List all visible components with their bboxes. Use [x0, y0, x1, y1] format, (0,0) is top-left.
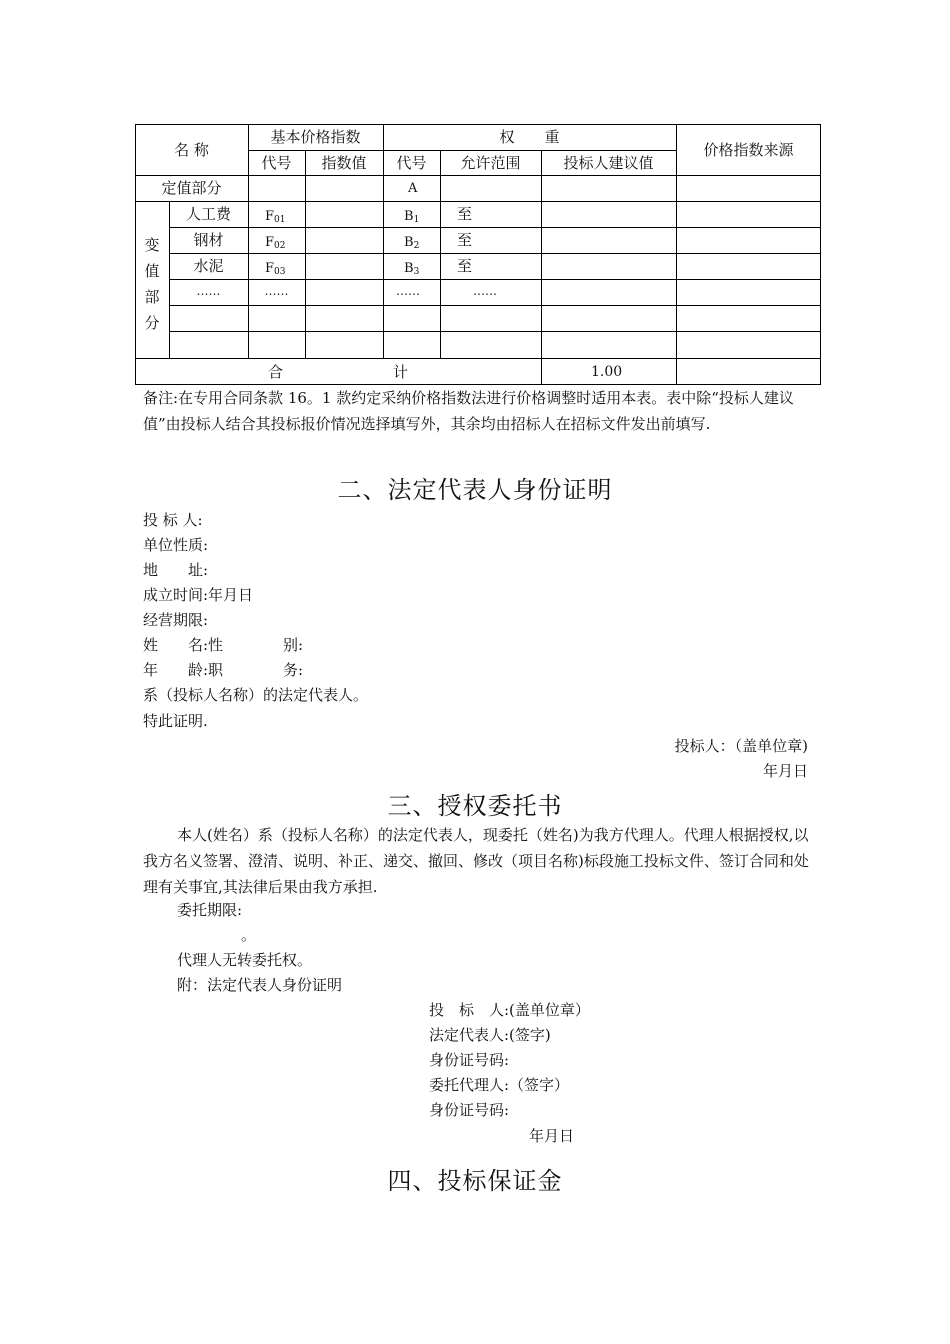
header-name: 名 称	[174, 141, 209, 159]
row-name: 水泥	[193, 257, 224, 275]
table-note: 备注:在专用合同条款 16。1 款约定采纳价格指数法进行价格调整时适用本表。表中除“投标人建议值”由投标人结合其投标报价情况选择填写外，其余均由招标人在招标文件发出前填写.	[143, 389, 794, 433]
header-bidder-suggested: 投标人建议值	[563, 154, 654, 172]
row-weight-code: $B_3$	[404, 261, 420, 277]
field-name-gender: 姓 名:性 别:	[143, 636, 304, 654]
statement-certify: 特此证明.	[143, 712, 208, 730]
variable-part-label: 变 值 部 分	[144, 236, 160, 332]
field-age-position: 年 龄:职 务:	[143, 661, 304, 679]
fixed-weight-code: A	[408, 181, 418, 196]
attachment-note: 附：法定代表人身份证明	[177, 976, 343, 994]
total-label-1: 合	[268, 363, 284, 381]
field-bidder: 投 标 人:	[143, 511, 203, 529]
fixed-part-label: 定值部分	[161, 179, 222, 197]
field-operating-term: 经营期限:	[143, 611, 209, 629]
header-allowed-range: 允许范围	[460, 154, 521, 172]
row-name: 钢材	[193, 231, 224, 249]
row-code: $F_{01}$	[265, 209, 286, 225]
row-weight-code: ……	[396, 284, 420, 298]
section2-date: 年月日	[762, 762, 808, 780]
row-range: 至	[457, 231, 473, 249]
header-weight-code: 代号	[396, 154, 427, 172]
sign-legal-rep: 法定代表人:(签字)	[429, 1026, 551, 1044]
sign-agent: 委托代理人:（签字）	[429, 1076, 570, 1094]
no-sub-delegation: 代理人无转委托权。	[177, 951, 313, 969]
field-founded: 成立时间:年月日	[143, 586, 254, 604]
field-unit-nature: 单位性质:	[143, 536, 209, 554]
row-weight-code: $B_2$	[404, 235, 420, 251]
header-source: 价格指数来源	[703, 141, 794, 159]
row-range: 至	[457, 257, 473, 275]
row-code: $F_{03}$	[265, 261, 286, 277]
row-name: 人工费	[185, 205, 231, 223]
row-range: ……	[473, 284, 497, 298]
field-address: 地 址:	[143, 561, 209, 579]
header-weight: 权 重	[499, 128, 560, 146]
header-index-value: 指数值	[321, 154, 367, 172]
section3-title: 三、授权委托书	[387, 792, 563, 820]
sign-id-number-2: 身份证号码:	[429, 1101, 510, 1119]
row-weight-code: $B_1$	[404, 209, 420, 225]
sign-date: 年月日	[529, 1127, 575, 1145]
authorization-term: 委托期限:	[177, 901, 243, 919]
section2-title: 二、法定代表人身份证明	[337, 476, 613, 504]
total-value: 1.00	[591, 364, 623, 380]
statement-legal-rep: 系（投标人名称）的法定代表人。	[143, 686, 369, 704]
section2-sign: 投标人：（盖单位章)	[674, 737, 808, 755]
row-code: ……	[264, 284, 289, 298]
header-base-index: 基本价格指数	[270, 128, 361, 146]
sign-bidder: 投 标 人:(盖单位章）	[429, 1001, 590, 1019]
row-code: $F_{02}$	[265, 235, 286, 251]
section4-title: 四、投标保证金	[387, 1167, 563, 1195]
price-index-table	[135, 124, 821, 385]
row-range: 至	[457, 205, 473, 223]
authorization-dot: 。	[241, 926, 257, 944]
authorization-body: 本人(姓名）系（投标人名称）的法定代表人，现委托（姓名)为我方代理人。代理人根据授权,以我方名义签署、澄清、说明、补正、递交、撤回、修改（项目名称)标段施工投标文件、签订合同和处理有关事宜,其法律后果由我方承担.	[143, 826, 809, 896]
row-name: ……	[196, 284, 221, 298]
total-label-2: 计	[393, 363, 409, 381]
sign-id-number-1: 身份证号码:	[429, 1051, 510, 1069]
header-code: 代号	[261, 154, 292, 172]
